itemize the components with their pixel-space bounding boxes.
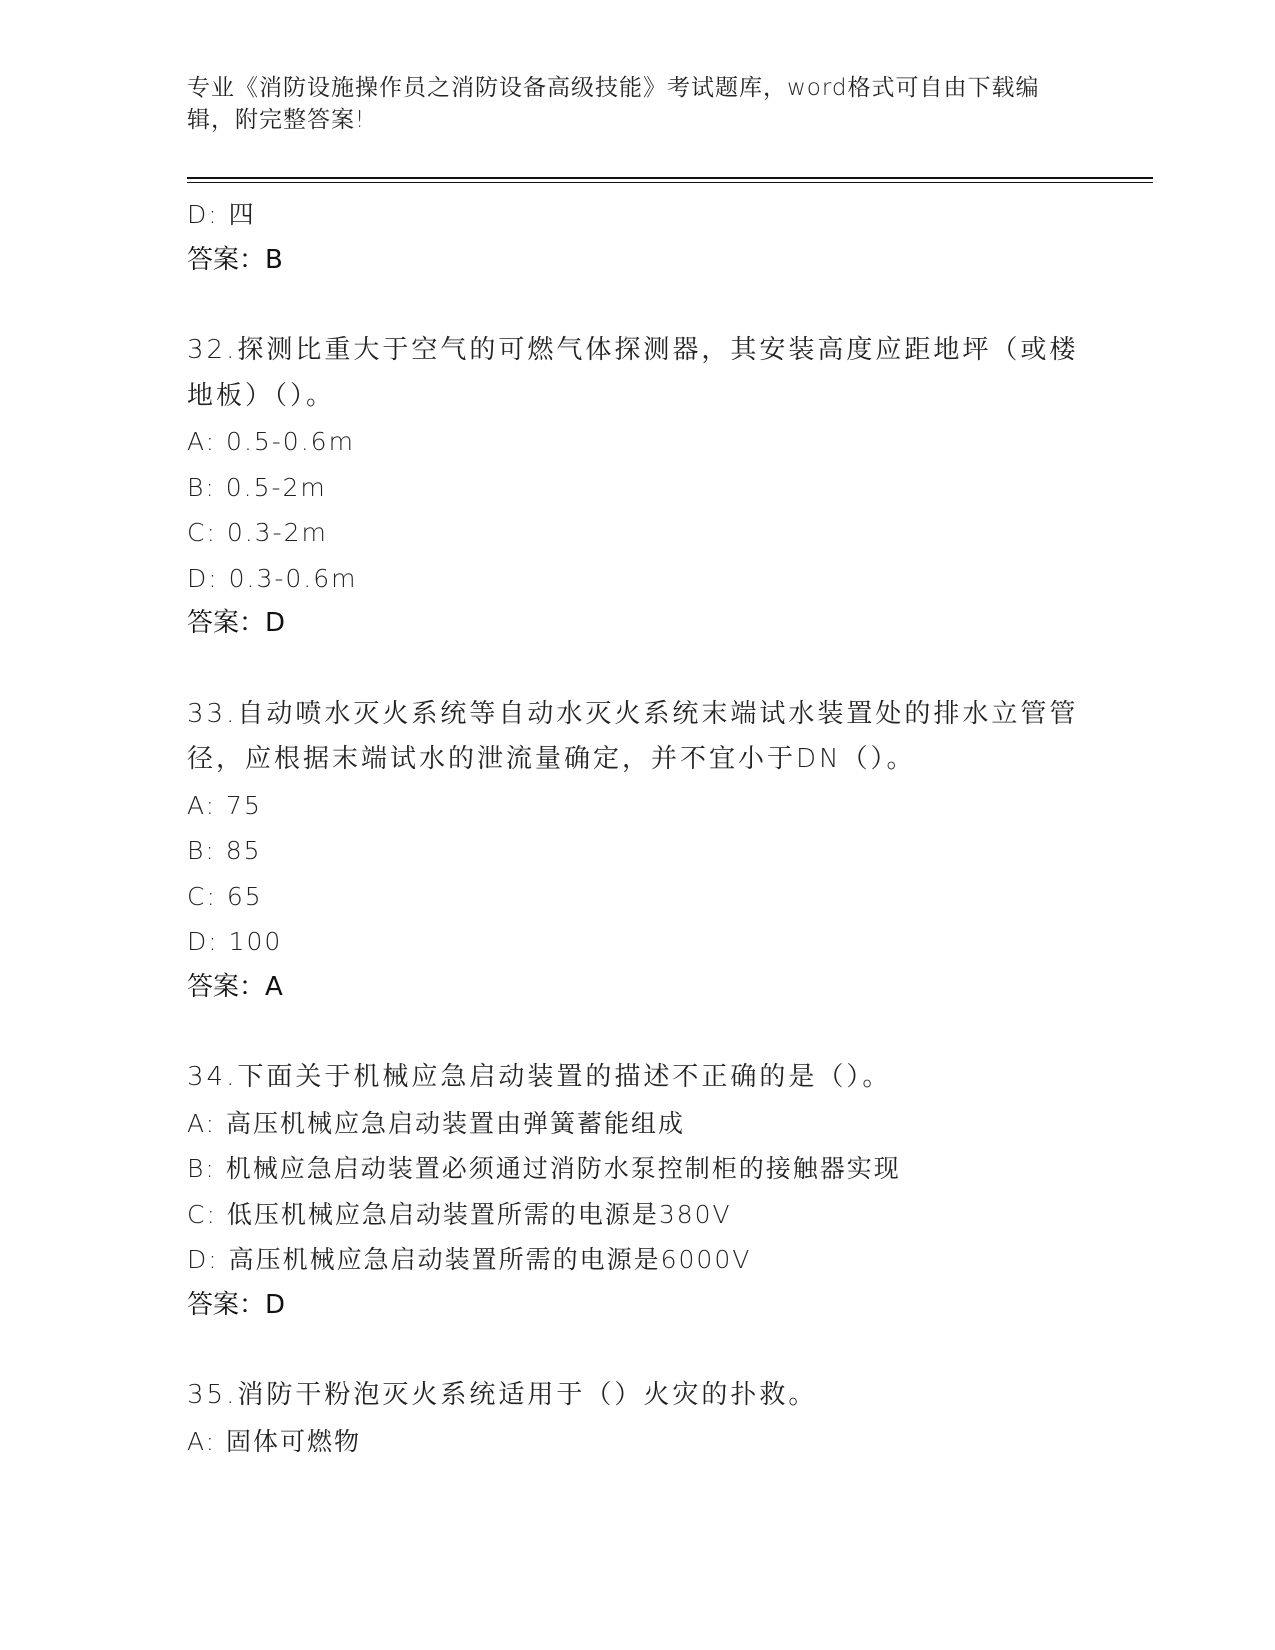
spacer [187,1010,1087,1055]
option-a: A: 75 [187,790,262,820]
header-line-2: 辑，附完整答案! [187,107,366,133]
option-a: A: 固体可燃物 [187,1426,362,1456]
header-divider-thin [187,182,1153,183]
question-32 [187,328,1087,647]
question-text-line: 35.消防干粉泡灭火系统适用于（）火灾的扑救。 [187,1380,818,1410]
option-b: B: 机械应急启动装置必须通过消防水泵控制柜的接触器实现 [187,1154,901,1183]
question-text-line: 32.探测比重大于空气的可燃气体探测器，其安装高度应距地坪（或楼 [187,335,1079,365]
option-c: C: 0.3-2m [187,518,328,547]
answer-line: 答案：B [187,244,283,275]
answer-line: 答案：D [187,608,286,638]
answer-line: 答案：D [187,1289,286,1320]
question-35 [187,1373,1087,1464]
spacer [187,283,1087,328]
option-c: C: 65 [187,881,263,911]
option-d: D: 四 [187,200,256,229]
spacer [187,1328,1087,1373]
previous-question [187,192,1087,283]
question-text-line: 径，应根据末端试水的泄流量确定，并不宜小于DN（）。 [187,744,916,774]
question-34 [187,1055,1087,1328]
spacer [187,647,1087,692]
option-a: A: 0.5-0.6m [187,427,355,456]
option-d: D: 高压机械应急启动装置所需的电源是6000V [187,1245,752,1274]
header-line-1: 专业《消防设施操作员之消防设备高级技能》考试题库，word格式可自由下载编 [187,75,1040,101]
header-divider-thick [187,177,1153,179]
answer-line: 答案：A [187,971,283,1002]
question-text-line: 33.自动喷水灭火系统等自动水灭火系统末端试水装置处的排水立管管 [187,698,1079,729]
question-text-line: 地板）（）。 [187,380,336,411]
option-b: B: 0.5-2m [187,472,327,502]
option-d: D: 100 [187,927,283,956]
question-list [187,192,1087,1464]
question-33 [187,692,1087,1011]
option-a: A: 高压机械应急启动装置由弹簧蓄能组成 [187,1108,686,1138]
question-text-line: 34.下面关于机械应急启动装置的描述不正确的是（）。 [187,1062,892,1092]
option-c: C: 低压机械应急启动装置所需的电源是380V [187,1199,732,1229]
page-header [187,72,1067,136]
option-d: D: 0.3-0.6m [187,563,358,593]
option-b: B: 85 [187,836,262,865]
